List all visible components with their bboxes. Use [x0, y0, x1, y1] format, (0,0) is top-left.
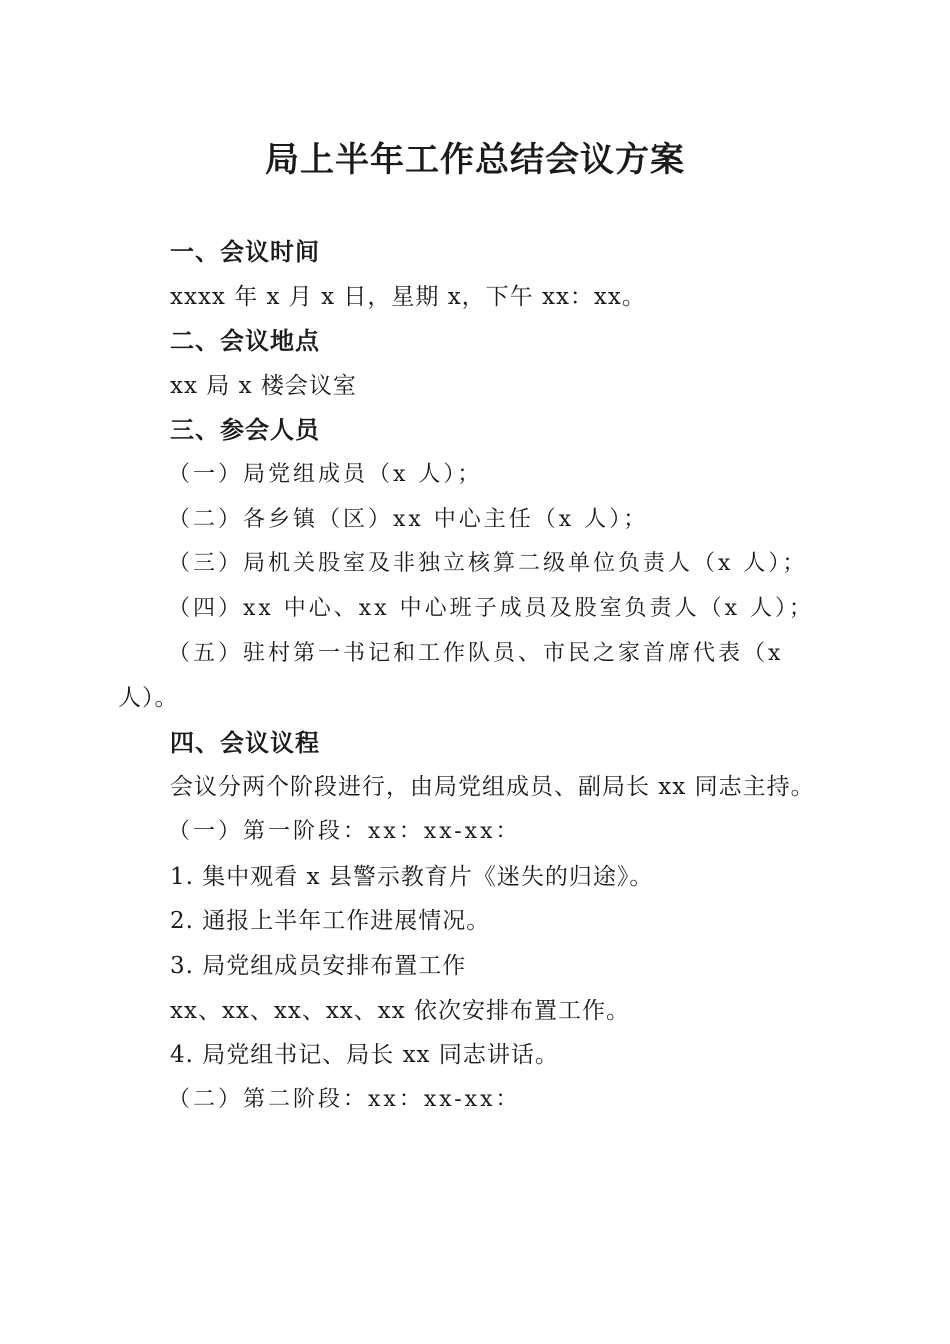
meeting-time-text: xxxx 年 x 月 x 日，星期 x，下午 xx：xx。 [170, 284, 646, 310]
attendee-item-4: （四）xx 中心、xx 中心班子成员及股室负责人（x 人）； [168, 596, 815, 621]
agenda-intro-text: 会议分两个阶段进行，由局党组成员、副局长 xx 同志主持。 [170, 774, 815, 800]
attendee-item-5: （五）驻村第一书记和工作队员、市民之家首席代表（x [168, 641, 784, 666]
agenda-item-1: 1. 集中观看 x 县警示教育片《迷失的归途》。 [170, 864, 654, 890]
agenda-item-2: 2. 通报上半年工作进展情况。 [170, 908, 491, 934]
agenda-item-4: 4. 局党组书记、局长 xx 同志讲话。 [170, 1042, 559, 1068]
attendee-item-3: （三）局机关股室及非独立核算二级单位负责人（x 人）； [168, 551, 808, 576]
document-title: 局上半年工作总结会议方案 [265, 140, 685, 180]
agenda-item-3: 3. 局党组成员安排布置工作 [170, 953, 467, 979]
section-heading-time: 一、会议时间 [170, 238, 320, 266]
attendee-item-1: （一）局党组成员（x 人）； [168, 462, 483, 487]
agenda-item-3-detail: xx、xx、xx、xx、xx 依次安排布置工作。 [170, 998, 631, 1024]
attendee-item-2: （二）各乡镇（区）xx 中心主任（x 人）； [168, 507, 649, 532]
section-heading-attendees: 三、参会人员 [170, 416, 320, 444]
agenda-stage-2-heading: （二）第二阶段：xx：xx-xx： [168, 1087, 521, 1112]
section-heading-location: 二、会议地点 [170, 327, 320, 355]
agenda-stage-1-heading: （一）第一阶段：xx：xx-xx： [168, 819, 521, 844]
attendee-item-5-continued: 人）。 [118, 685, 179, 711]
meeting-location-text: xx 局 x 楼会议室 [170, 373, 357, 399]
section-heading-agenda: 四、会议议程 [170, 729, 320, 757]
